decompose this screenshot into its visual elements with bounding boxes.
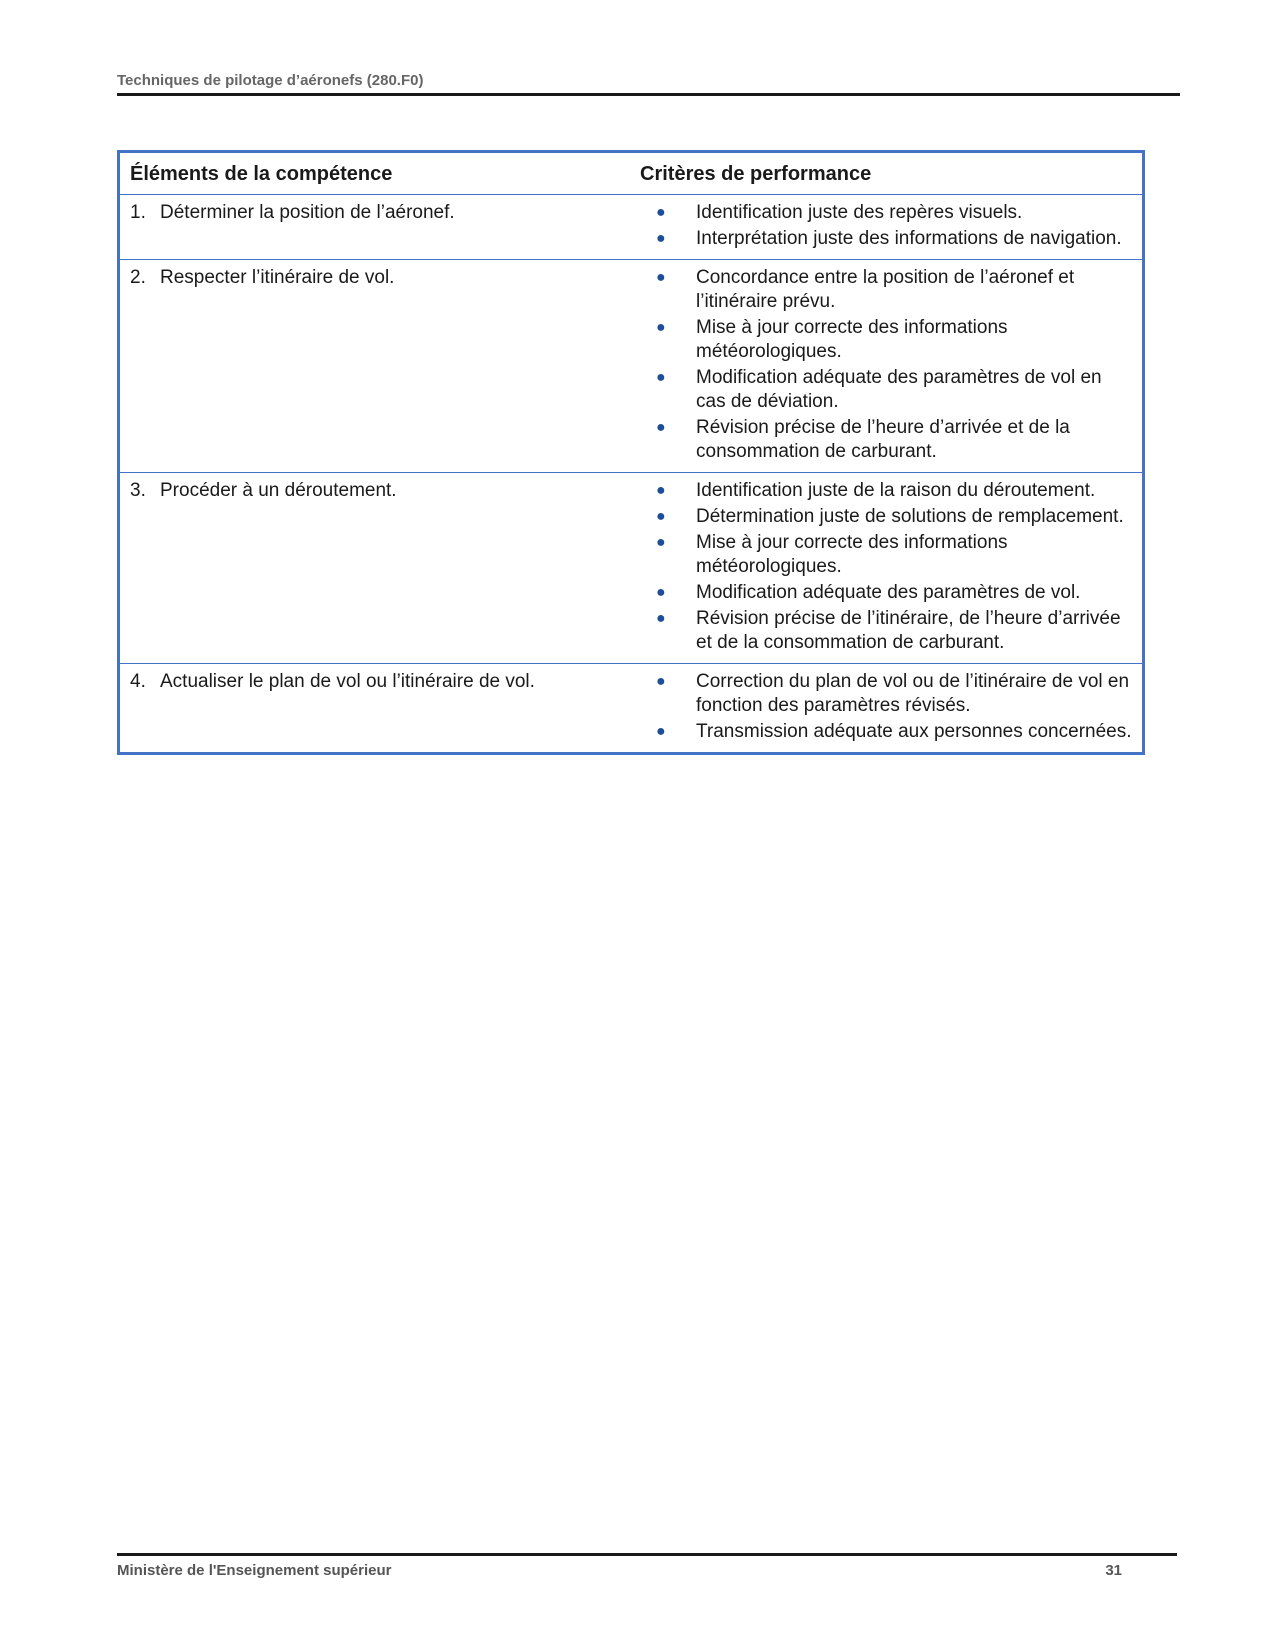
criteria-cell — [630, 260, 1144, 473]
column-header-elements: Éléments de la compétence — [119, 152, 631, 195]
criteria-item — [640, 479, 1132, 503]
criteria-item — [640, 416, 1132, 464]
element-cell — [119, 473, 631, 664]
criteria-text: Identification juste des repères visuels. — [696, 202, 1023, 223]
competence-table — [117, 150, 1145, 755]
page-header — [117, 72, 1180, 96]
criteria-text: Transmission adéquate aux personnes concernées. — [696, 721, 1132, 742]
page-number: 31 — [1105, 1562, 1122, 1579]
criteria-text: Révision précise de l’itinéraire, de l’heure d’arrivée et de la consommation de carburant. — [696, 608, 1121, 653]
criteria-item — [640, 201, 1132, 225]
bullet-icon: ● — [656, 534, 666, 551]
bullet-icon: ● — [656, 723, 666, 740]
criteria-item — [640, 531, 1132, 579]
table-row — [119, 195, 1144, 260]
criteria-cell — [630, 664, 1144, 754]
bullet-icon: ● — [656, 204, 666, 221]
element-cell — [119, 195, 631, 260]
bullet-icon: ● — [656, 673, 666, 690]
bullet-icon: ● — [656, 508, 666, 525]
criteria-text: Correction du plan de vol ou de l’itinéraire de vol en fonction des paramètres révisés. — [696, 671, 1130, 716]
criteria-item — [640, 366, 1132, 414]
bullet-icon: ● — [656, 419, 666, 436]
criteria-item — [640, 670, 1132, 718]
criteria-text: Mise à jour correcte des informations météorologiques. — [696, 317, 1008, 362]
criteria-text: Modification adéquate des paramètres de vol en cas de déviation. — [696, 367, 1102, 412]
criteria-text: Interprétation juste des informations de navigation. — [696, 228, 1122, 249]
criteria-text: Concordance entre la position de l’aéronef et l’itinéraire prévu. — [696, 267, 1075, 312]
criteria-text: Mise à jour correcte des informations météorologiques. — [696, 532, 1008, 577]
page-footer — [117, 1553, 1177, 1579]
table-row — [119, 260, 1144, 473]
criteria-item — [640, 316, 1132, 364]
bullet-icon: ● — [656, 482, 666, 499]
bullet-icon: ● — [656, 230, 666, 247]
element-number: 3. — [130, 480, 146, 501]
criteria-text: Révision précise de l’heure d’arrivée et de la consommation de carburant. — [696, 417, 1070, 462]
criteria-text: Identification juste de la raison du déroutement. — [696, 480, 1096, 501]
column-header-criteria: Critères de performance — [630, 152, 1144, 195]
element-number: 1. — [130, 202, 146, 223]
criteria-list — [640, 670, 1132, 744]
table-header-row — [119, 152, 1144, 195]
criteria-item — [640, 581, 1132, 605]
element-cell — [119, 664, 631, 754]
bullet-icon: ● — [656, 610, 666, 627]
element-text: Respecter l’itinéraire de vol. — [160, 267, 395, 288]
criteria-item — [640, 227, 1132, 251]
bullet-icon: ● — [656, 369, 666, 386]
table-row — [119, 664, 1144, 754]
footer-ministry: Ministère de l'Enseignement supérieur — [117, 1562, 392, 1579]
element-cell — [119, 260, 631, 473]
criteria-text: Détermination juste de solutions de remplacement. — [696, 506, 1124, 527]
bullet-icon: ● — [656, 319, 666, 336]
criteria-cell — [630, 195, 1144, 260]
criteria-text: Modification adéquate des paramètres de vol. — [696, 582, 1081, 603]
bullet-icon: ● — [656, 584, 666, 601]
criteria-item — [640, 266, 1132, 314]
bullet-icon: ● — [656, 269, 666, 286]
element-text: Déterminer la position de l’aéronef. — [160, 202, 455, 223]
criteria-item — [640, 720, 1132, 744]
document-title: Techniques de pilotage d’aéronefs (280.F0) — [117, 72, 424, 89]
criteria-list — [640, 266, 1132, 464]
element-text: Actualiser le plan de vol ou l’itinéraire de vol. — [160, 671, 535, 692]
element-number: 2. — [130, 267, 146, 288]
criteria-item — [640, 607, 1132, 655]
criteria-cell — [630, 473, 1144, 664]
criteria-list — [640, 201, 1132, 251]
element-number: 4. — [130, 671, 146, 692]
criteria-list — [640, 479, 1132, 655]
table-row — [119, 473, 1144, 664]
criteria-item — [640, 505, 1132, 529]
element-text: Procéder à un déroutement. — [160, 480, 397, 501]
